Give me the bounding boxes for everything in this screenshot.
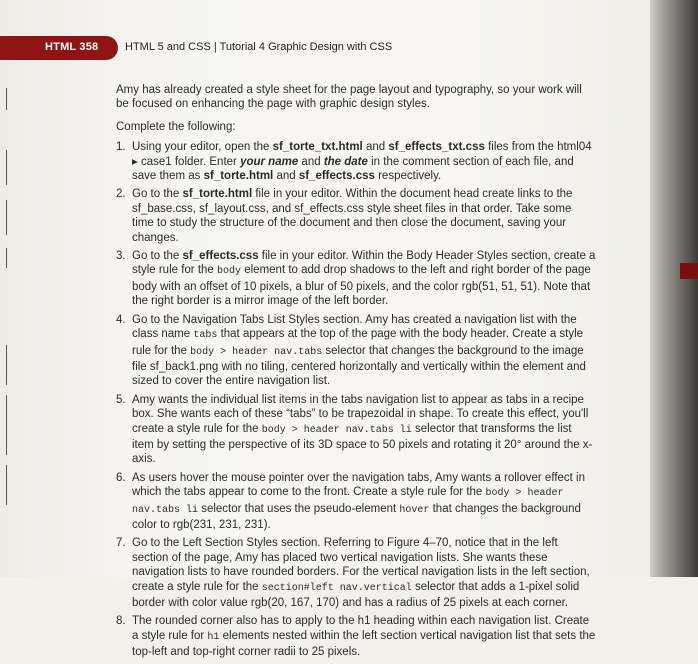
- step-2: [116, 187, 596, 245]
- page-number: HTML 358: [45, 41, 99, 53]
- running-title: HTML 5 and CSS | Tutorial 4 Graphic Design with CSS: [125, 41, 393, 53]
- step-code: body > header nav.tabs: [190, 346, 323, 358]
- step-text: file in your editor. Within the document head create links to the sf_base.css, sf_layout.css, and sf_effects.css style sheet files in that order. Take some time to study the structure of the document and then close the document, saving your changes.: [132, 188, 573, 244]
- step-text: files from the html04 ▸ case1 folder. Enter: [132, 141, 592, 168]
- step-number: 8.: [116, 615, 126, 628]
- step-text: selector that transforms the list item by setting the perspective of its 3D space to 50 pixels and rotating it 20° around the x-axis.: [132, 422, 593, 466]
- step-code: body: [217, 266, 242, 278]
- step-5: [116, 393, 596, 467]
- steps-list: [116, 140, 596, 659]
- step-code: body > header nav.tabs li: [261, 424, 412, 436]
- step-number: 6.: [116, 471, 126, 484]
- step-bold: sf_torte.html: [182, 188, 253, 201]
- step-text: that changes the background color to rgb(231, 231, 231).: [132, 502, 581, 531]
- step-bold: sf_effects.css: [298, 170, 375, 183]
- step-text: elements nested within the left section vertical navigation list that sets the top-left and top-right corner radii to 25 pixels.: [132, 629, 596, 659]
- step-text: selector that uses the pseudo-element: [198, 502, 400, 515]
- step-code: h1: [207, 631, 220, 643]
- page-number-badge: [0, 36, 118, 60]
- step-text: that appears at the top of the page with the body header. Create a style rule for the: [132, 328, 584, 357]
- step-number: 5.: [116, 393, 126, 406]
- step-text: element to add drop shadows to the left and right border of the page body with an offset of 10 pixels, a blur of 50 pixels, and the color rgb(51, 51, 51). Note that the right border is a mirror image of the left border.: [132, 264, 591, 308]
- step-7: [116, 536, 596, 610]
- step-text: in the comment section of each file, and save them as: [132, 155, 574, 183]
- step-code: body > header nav.tabs li: [132, 488, 564, 516]
- complete-heading: Complete the following:: [116, 120, 236, 133]
- step-text: Go to the: [132, 188, 183, 201]
- step-text: file in your editor. Within the Body Header Styles section, create a style rule for the: [132, 250, 596, 277]
- step-text: As users hover the mouse pointer over the navigation tabs, Amy wants a rollover effect in which the tabs appear to come to the front. Create a style rule for the: [132, 471, 585, 499]
- step-text: Go to the Navigation Tabs List Styles section. Amy has created a navigation list with the class name: [132, 313, 577, 341]
- step-3: [116, 249, 596, 309]
- step-bold-italic: the date: [323, 155, 368, 168]
- step-text: and: [362, 141, 389, 154]
- step-number: 1.: [116, 141, 126, 154]
- step-code: section#left nav.vertical: [261, 582, 412, 594]
- step-bold-italic: your name: [240, 155, 299, 168]
- step-6: [116, 471, 596, 533]
- step-code: tabs: [193, 330, 218, 342]
- step-8: [116, 614, 596, 659]
- step-number: 4.: [116, 313, 126, 326]
- step-text: The rounded corner also has to apply to the h1 heading within each navigation list. Create a style rule for: [132, 615, 590, 642]
- step-number: 2.: [116, 188, 126, 201]
- step-code: hover: [399, 504, 430, 516]
- step-text: Go to the: [132, 250, 183, 263]
- step-text: and: [298, 155, 324, 168]
- step-text: and: [273, 170, 299, 183]
- step-1: [116, 140, 596, 183]
- step-text: selector that changes the background to the image file sf_back1.png with no tiling, centered horizontally and vertically within the element and sized to cover the entire navigation list.: [132, 344, 586, 388]
- step-text: respectively.: [374, 170, 442, 183]
- step-bold: sf_torte.html: [203, 170, 274, 183]
- step-bold: sf_effects_txt.css: [388, 141, 485, 154]
- step-4: [116, 313, 596, 389]
- step-text: selector that adds a 1-pixel solid border with color value rgb(20, 167, 170) and has a radius of 25 pixels at each corner.: [132, 580, 580, 609]
- step-bold: sf_torte_txt.html: [272, 141, 363, 154]
- page-edge-shadow: [650, 0, 698, 577]
- page-tab-marker: [680, 263, 698, 279]
- step-bold: sf_effects.css: [182, 250, 259, 263]
- step-text: Amy wants the individual list items in the tabs navigation list to appear as tabs in a recipe box. She wants each of these “tabs” to be trapezoidal in shape. To create this effect, you'll create a style rule for the: [132, 393, 589, 435]
- step-text: Go to the Left Section Styles section. Referring to Figure 4–70, notice that in the left section of the page, Amy has placed two vertical navigation lists. She wants these navigation lists to have rounded borders. For the vertical navigation lists in the left section, create a style rule for the: [132, 537, 590, 593]
- step-text: Using your editor, open the: [132, 141, 273, 154]
- intro-paragraph: Amy has already created a style sheet for the page layout and typography, so your work will be focused on enhancing the page with graphic design styles.: [116, 84, 582, 111]
- step-number: 7.: [116, 537, 126, 550]
- step-number: 3.: [116, 250, 126, 263]
